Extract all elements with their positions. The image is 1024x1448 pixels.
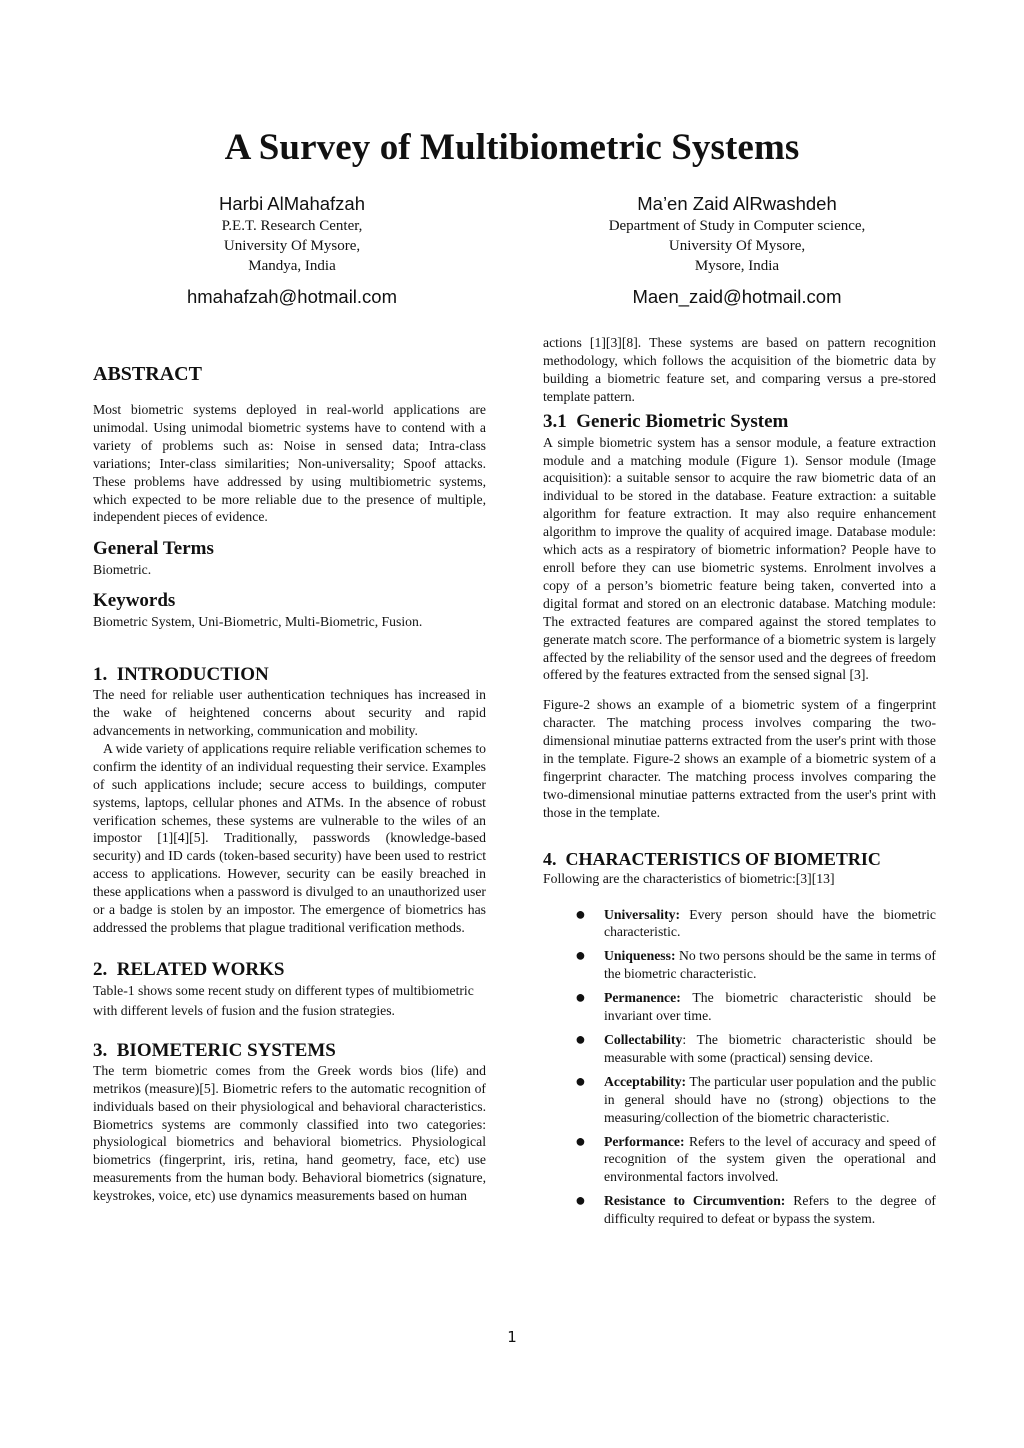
related-works-heading: 2. RELATED WORKS <box>93 958 285 980</box>
generic-system-heading: 3.1 Generic Biometric System <box>543 410 789 432</box>
right-column <box>543 334 936 1234</box>
related-works-text: Table-1 shows some recent study on different types of multibiometric with different levels of fusion and the fusion strategies. <box>93 982 474 1019</box>
keywords-text: Biometric System, Uni-Biometric, Multi-Biometric, Fusion. <box>93 614 423 630</box>
author-affiliation: Mandya, India <box>248 258 336 274</box>
generic-system-paragraph: Figure-2 shows an example of a biometric system of a fingerprint character. The matching process involves comparing the two-dimensional minutiae patterns extracted from the user's print with those in the template. Figure-2 shows an example of a biometric system of a fingerprint character. The matching process involves comparing the two-dimensional minutiae patterns extracted from the user's print with those in the template. <box>543 697 936 820</box>
characteristics-intro: Following are the characteristics of biometric:[3][13] <box>543 870 835 886</box>
bullet-icon: ● <box>575 1130 586 1151</box>
list-item: ● Acceptability: The particular user population and the public in general should have no (strong) objections to the measuring/collection of the biometric characteristic. <box>575 1070 936 1125</box>
author-name: Ma’en Zaid AlRwashdeh <box>637 193 837 214</box>
author-block-2 <box>527 192 947 308</box>
introduction-paragraph: The need for reliable user authentication techniques has increased in the wake of heightened concerns about security and rapid advancements in networking, communication and mobility. <box>93 687 486 738</box>
author-block-1 <box>82 192 502 308</box>
author-affiliation: Department of Study in Computer science, <box>608 218 866 234</box>
bullet-icon: ● <box>575 1070 586 1091</box>
introduction-paragraph: A wide variety of applications require reliable verification schemes to confirm the identity of an individual requesting their service. Examples of such applications include; secure access to buildings, computer systems, laptops, cellular phones and ATMs. In the absence of robust verification schemes, these systems are vulnerable to the wiles of an impostor [1][4][5]. Traditionally, passwords (knowledge-based security) and ID cards (token-based security) have been used to restrict access to applications. However, security can be easily breached in these applications when a password is divulged to an unauthorized user or a badge is stolen by an impostor. The emergence of biometrics has addressed the problems that plague traditional verification methods. <box>93 740 486 935</box>
page-number: 1 <box>507 1328 517 1346</box>
list-item: ● Collectability: The biometric characteristic should be measurable with some (practical) sensing device. <box>575 1029 936 1065</box>
biometeric-systems-heading: 3. BIOMETERIC SYSTEMS <box>93 1039 336 1061</box>
bullet-icon: ● <box>575 903 586 924</box>
keywords-heading: Keywords <box>93 590 176 612</box>
author-email: hmahafzah@hotmail.com <box>186 286 398 307</box>
bullet-icon: ● <box>575 987 586 1008</box>
characteristics-heading: 4. CHARACTERISTICS OF BIOMETRIC <box>543 848 881 869</box>
author-affiliation: P.E.T. Research Center, <box>221 218 363 234</box>
biometeric-systems-continued: actions [1][3][8]. These systems are based on pattern recognition methodology, which follows the acquisition of the biometric data by building a biometric feature set, and comparing versus a pre-stored template pattern. <box>543 335 936 404</box>
author-affiliation: University Of Mysore, <box>223 238 361 254</box>
left-column <box>93 362 486 1205</box>
paper-title: A Survey of Multibiometric Systems <box>224 127 800 168</box>
introduction-heading: 1. INTRODUCTION <box>93 664 269 686</box>
author-affiliation: University Of Mysore, <box>668 238 806 254</box>
list-item: ● Universality: Every person should have the biometric characteristic. <box>575 903 936 940</box>
list-item: ● Permanence: The biometric characteristic should be invariant over time. <box>575 987 936 1024</box>
bullet-icon: ● <box>575 1190 586 1211</box>
characteristics-list <box>543 903 936 1229</box>
list-item: ● Performance: Refers to the level of accuracy and speed of recognition of the system given the operational and environmental factors involved. <box>575 1130 936 1185</box>
bullet-icon: ● <box>575 1029 586 1049</box>
general-terms-heading: General Terms <box>93 538 214 560</box>
list-item: ● Resistance to Circumvention: Refers to the degree of difficulty required to defeat or bypass the system. <box>575 1190 936 1227</box>
bullet-icon: ● <box>575 945 586 966</box>
general-terms-text: Biometric. <box>93 562 152 578</box>
author-email: Maen_zaid@hotmail.com <box>632 286 842 307</box>
generic-system-paragraph: A simple biometric system has a sensor module, a feature extraction module and a matching module (Figure 1). Sensor module (Image acquisition): a suitable sensor to acquire the raw biometric data of an individual to be stored in the database. Feature extraction: a suitable algorithm for feature extraction. It may also require enhancement algorithm to improve the quality of acquired image. Database module: which acts as a respiratory of biometric information? People have to enroll before they can use biometric systems. Enrolment involves a copy of a person’s biometric feature being taken, converted into a digital format and stored on an electronic database. Matching module: The extracted features are compared against the stored templates to generate match score. The performance of a biometric system is largely affected by the reliability of the sensor used and the degrees of freedom offered by the features extracted from the sensed signal [3]. <box>543 434 936 683</box>
biometeric-systems-text: The term biometric comes from the Greek words bios (life) and metrikos (measure)[5]. Biometric refers to the automatic recognition of individuals based on their physiological and behavioral characteristics. Biometrics systems are commonly classified into two categories: physiological biometrics and behavioral biometrics. Physiological biometrics (fingerprint, iris, retina, hand geometry, face, etc) use measurements from the human body. Behavioral biometrics (signature, keystrokes, voice, etc) use dynamics measurements based on human <box>93 1062 486 1204</box>
author-affiliation: Mysore, India <box>694 258 780 274</box>
abstract-text: Most biometric systems deployed in real-world applications are unimodal. Using unimodal biometric systems have to contend with a variety of problems such as: Noise in sensed data; Intra-class variations; Inter-class similarities; Non-universality; Spoof attacks. These problems have addressed by using multibiometric systems, which expected to be more reliable due to the presence of multiple, independent pieces of evidence. <box>93 402 486 525</box>
abstract-heading: ABSTRACT <box>93 363 202 385</box>
author-name: Harbi AlMahafzah <box>218 193 366 214</box>
list-item: ● Uniqueness: No two persons should be the same in terms of the biometric characteristic. <box>575 945 936 982</box>
